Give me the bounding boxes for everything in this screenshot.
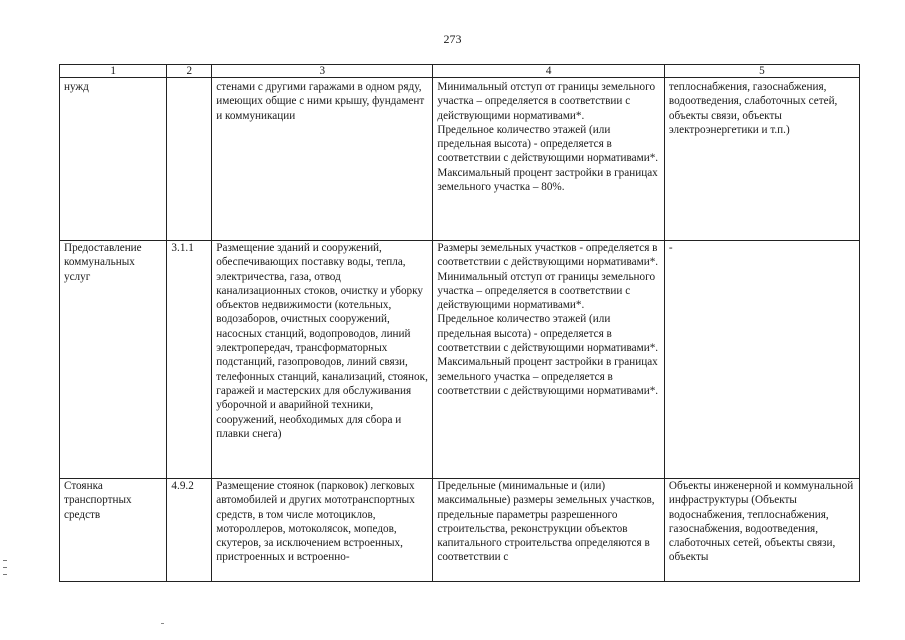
use-code-cell: 3.1.1: [167, 241, 212, 479]
use-name-cell: нужд: [60, 78, 167, 241]
column-header: 3: [212, 65, 433, 78]
column-header: 4: [433, 65, 665, 78]
use-description-cell: стенами с другими гаражами в одном ряду, имеющих общие с ними крышу, фундамент и коммуникации: [212, 78, 433, 241]
parameters-cell: Минимальный отступ от границы земельного участка – определяется в соответствии с действующими нормативами*. Предельное количество этажей (или предельная высота) - определяется в соответствии с действующими нормативами*. Максимальный процент застройки в границах земельного участка – 80%.: [433, 78, 665, 241]
parameters-cell: Предельные (минимальные и (или) максимальные) размеры земельных участков, предельные параметры разрешенного строительства, реконструкции объектов капитального строительства определяются в соответствии с: [433, 479, 665, 582]
table-row: [60, 479, 860, 582]
restrictions-cell: -: [664, 241, 859, 479]
use-code-cell: 4.9.2: [167, 479, 212, 582]
page-number: 273: [443, 32, 462, 46]
scan-mark: [3, 560, 7, 561]
column-header: 2: [167, 65, 212, 78]
column-header: 5: [664, 65, 859, 78]
use-name-cell: Предоставление коммунальных услуг: [60, 241, 167, 479]
table-row: [60, 78, 860, 241]
scan-mark: [3, 574, 7, 575]
parameters-cell: Размеры земельных участков - определяется в соответствии с действующими нормативами*. Минимальный отступ от границы земельного участка – определяется в соответствии с действующими нормативами*. Предельное количество этажей (или предельная высота) - определяется в соответствии с действующими нормативами*. Максимальный процент застройки в границах земельного участка – определяется в соответствии с действующими нормативами*.: [433, 241, 665, 479]
land-use-table: [59, 64, 860, 582]
table-header-row: [60, 65, 860, 78]
margin-scan-marks: [3, 560, 7, 588]
column-header: 1: [60, 65, 167, 78]
restrictions-cell: теплоснабжения, газоснабжения, водоотведения, слаботочных сетей, объекты связи, объекты электроэнергетики и т.п.): [664, 78, 859, 241]
use-name-cell: Стоянка транспортных средств: [60, 479, 167, 582]
scan-dot: [161, 623, 164, 624]
use-description-cell: Размещение зданий и сооружений, обеспечивающих поставку воды, тепла, электричества, газа, отвод канализационных стоков, очистку и уборку объектов недвижимости (котельных, водозаборов, очистных сооружений, насосных станций, водопроводов, линий электропередач, трансформаторных подстанций, газопроводов, линий связи, телефонных станций, канализаций, стоянок, гаражей и мастерских для обслуживания уборочной и аварийной техники, сооружений, необходимых для сбора и плавки снега): [212, 241, 433, 479]
restrictions-cell: Объекты инженерной и коммунальной инфраструктуры (Объекты водоснабжения, теплоснабжения, газоснабжения, водоотведения, слаботочных сетей, объекты связи, объекты: [664, 479, 859, 582]
use-code-cell: [167, 78, 212, 241]
use-description-cell: Размещение стоянок (парковок) легковых автомобилей и других мототранспортных средств, в том числе мотоциклов, мотороллеров, мотоколясок, мопедов, скутеров, за исключением встроенных, пристроенных и встроенно-: [212, 479, 433, 582]
scan-mark: [3, 567, 7, 568]
table-row: [60, 241, 860, 479]
